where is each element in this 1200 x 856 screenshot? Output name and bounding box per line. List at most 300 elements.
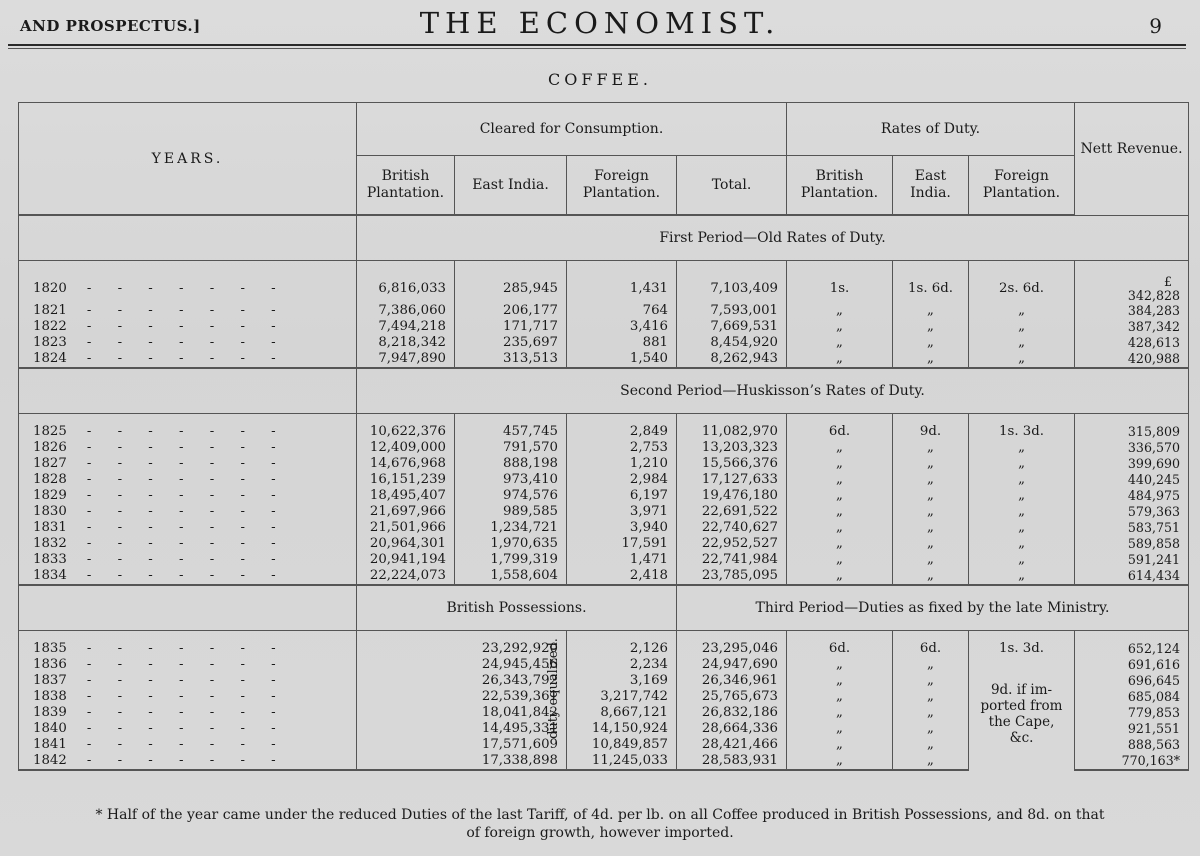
- leader-dashes: - - - - - - -: [86, 351, 287, 366]
- ditto-mark: „: [787, 335, 893, 351]
- table-row: [19, 504, 1189, 520]
- ditto-mark: „: [969, 303, 1075, 319]
- ditto-mark: „: [893, 657, 969, 673]
- total-value: 17,127,633: [677, 472, 787, 488]
- total-value: 8,454,920: [677, 335, 787, 351]
- table-row: [19, 520, 1189, 536]
- leader-dashes: - - - - - - -: [86, 424, 287, 439]
- year-cell: [19, 721, 357, 737]
- total-value: 23,295,046: [677, 631, 787, 658]
- year-label: 1827: [33, 456, 67, 471]
- british-possessions-value: 14,495,331: [357, 721, 567, 737]
- year-cell: [19, 568, 357, 585]
- ditto-mark: „: [893, 552, 969, 568]
- rate-foreign: 2s. 6d.: [969, 261, 1075, 304]
- rate-foreign: 1s. 3d.: [969, 631, 1075, 658]
- cape-import-note: [969, 657, 1075, 770]
- ditto-mark: „: [893, 456, 969, 472]
- east-india-value: 171,717: [455, 319, 567, 335]
- british-plantation-value: 21,697,966: [357, 504, 455, 520]
- british-plantation-value: 6,816,033: [357, 261, 455, 304]
- net-revenue-value: [1075, 335, 1189, 351]
- rate-foreign-header: Foreign Plantation.: [969, 156, 1075, 216]
- year-label: 1821: [33, 303, 67, 318]
- foreign-plantation-header: Foreign Plantation.: [567, 156, 677, 216]
- ditto-mark: „: [969, 319, 1075, 335]
- ditto-mark: „: [893, 351, 969, 368]
- table-row: [19, 414, 1189, 441]
- leader-dashes: - - - - - - -: [86, 520, 287, 535]
- year-cell: [19, 488, 357, 504]
- total-value: 24,947,690: [677, 657, 787, 673]
- footnote-line: * Half of the year came under the reduced Duties of the last Tariff, of 4d. per lb. on all Coffee produced in British Possessions, and 8d. on that: [95, 807, 1105, 823]
- leader-dashes: - - - - - - -: [86, 456, 287, 471]
- period-year-spacer: [19, 585, 357, 631]
- ditto-mark: „: [787, 568, 893, 585]
- foreign-plantation-value: 881: [567, 335, 677, 351]
- british-plantation-value: 10,622,376: [357, 414, 455, 441]
- foreign-plantation-value: 3,416: [567, 319, 677, 335]
- ditto-mark: „: [893, 721, 969, 737]
- year-label: 1839: [33, 705, 67, 720]
- net-revenue-value: [1075, 488, 1189, 504]
- cape-import-note-line: &c.: [1009, 729, 1034, 746]
- year-label: 1826: [33, 440, 67, 455]
- year-cell: [19, 657, 357, 673]
- total-value: 25,765,673: [677, 689, 787, 705]
- year-label: 1825: [33, 424, 67, 439]
- table-row: [19, 552, 1189, 568]
- table-row: [19, 319, 1189, 335]
- year-label: 1833: [33, 552, 67, 567]
- year-label: 1842: [33, 753, 67, 768]
- rate-foreign: 1s. 3d.: [969, 414, 1075, 441]
- net-revenue-value: [1075, 673, 1189, 689]
- rate-british: 6d.: [787, 414, 893, 441]
- british-plantation-value: 12,409,000: [357, 440, 455, 456]
- ditto-mark: „: [787, 303, 893, 319]
- east-india-value: 1,970,635: [455, 536, 567, 552]
- net-revenue-value: [1075, 705, 1189, 721]
- rate-east-india-header: East India.: [893, 156, 969, 216]
- year-label: 1837: [33, 673, 67, 688]
- net-revenue-value: [1075, 504, 1189, 520]
- period-year-spacer: [19, 215, 357, 261]
- year-cell: [19, 705, 357, 721]
- leader-dashes: - - - - - - -: [86, 705, 287, 720]
- ditto-mark: „: [893, 504, 969, 520]
- foreign-plantation-value: 8,667,121: [567, 705, 677, 721]
- table-row: [19, 303, 1189, 319]
- year-label: 1822: [33, 319, 67, 334]
- year-label: 1830: [33, 504, 67, 519]
- leader-dashes: - - - - - - -: [86, 319, 287, 334]
- british-plantation-header: British Plantation.: [357, 156, 455, 216]
- leader-dashes: - - - - - - -: [86, 303, 287, 318]
- total-value: 15,566,376: [677, 456, 787, 472]
- foreign-plantation-value: 1,540: [567, 351, 677, 368]
- foreign-plantation-value: 10,849,857: [567, 737, 677, 753]
- year-cell: [19, 261, 357, 304]
- year-cell: [19, 414, 357, 441]
- ditto-mark: „: [893, 689, 969, 705]
- net-revenue-value: [1075, 414, 1189, 441]
- year-cell: [19, 631, 357, 658]
- table-row: [19, 456, 1189, 472]
- ditto-mark: „: [787, 673, 893, 689]
- foreign-plantation-value: 2,126: [567, 631, 677, 658]
- leader-dashes: - - - - - - -: [86, 281, 287, 296]
- foreign-plantation-value: 3,169: [567, 673, 677, 689]
- table-row: [19, 472, 1189, 488]
- year-label: 1823: [33, 335, 67, 350]
- ditto-mark: „: [787, 456, 893, 472]
- leader-dashes: - - - - - - -: [86, 335, 287, 350]
- total-value: 23,785,095: [677, 568, 787, 585]
- period-banner-row: [19, 368, 1189, 414]
- ditto-mark: „: [893, 536, 969, 552]
- leader-dashes: - - - - - - -: [86, 472, 287, 487]
- east-india-value: 235,697: [455, 335, 567, 351]
- ditto-mark: „: [787, 504, 893, 520]
- british-possessions-value: 22,539,361: [357, 689, 567, 705]
- ditto-mark: „: [787, 753, 893, 770]
- east-india-value: 974,576: [455, 488, 567, 504]
- total-value: 22,741,984: [677, 552, 787, 568]
- foreign-plantation-value: 17,591: [567, 536, 677, 552]
- period-banner-row: [19, 215, 1189, 261]
- table-row: [19, 440, 1189, 456]
- total-value: 19,476,180: [677, 488, 787, 504]
- net-revenue-value: [1075, 753, 1189, 770]
- net-revenue-text: 770,163*: [1121, 753, 1181, 768]
- ditto-mark: „: [787, 440, 893, 456]
- net-revenue-value: [1075, 261, 1189, 304]
- british-possessions-value: 24,945,456: [357, 657, 567, 673]
- net-revenue-text: 614,434: [1127, 568, 1181, 583]
- year-cell: [19, 504, 357, 520]
- total-value: 8,262,943: [677, 351, 787, 368]
- east-india-value: 888,198: [455, 456, 567, 472]
- ditto-mark: „: [893, 440, 969, 456]
- ditto-mark: „: [787, 721, 893, 737]
- ditto-mark: „: [893, 303, 969, 319]
- total-value: 22,691,522: [677, 504, 787, 520]
- net-revenue-text: 691,616: [1127, 657, 1181, 672]
- british-possessions-value: 17,571,609: [357, 737, 567, 753]
- table-row: [19, 631, 1189, 658]
- ditto-mark: „: [969, 351, 1075, 368]
- rates-of-duty-header: Rates of Duty.: [787, 103, 1075, 156]
- east-india-value: 1,799,319: [455, 552, 567, 568]
- british-plantation-value: 18,495,407: [357, 488, 455, 504]
- year-cell: [19, 335, 357, 351]
- ditto-mark: „: [787, 657, 893, 673]
- east-india-value: 457,745: [455, 414, 567, 441]
- net-revenue-text: 921,551: [1127, 721, 1181, 736]
- net-revenue-value: [1075, 440, 1189, 456]
- year-label: 1824: [33, 351, 67, 366]
- net-revenue-text: 583,751: [1127, 520, 1181, 535]
- ditto-mark: „: [969, 472, 1075, 488]
- year-label: 1820: [33, 281, 67, 296]
- net-revenue-text: 779,853: [1127, 705, 1181, 720]
- cleared-for-consumption-header: Cleared for Consumption.: [357, 103, 787, 156]
- year-cell: [19, 319, 357, 335]
- total-value: 28,421,466: [677, 737, 787, 753]
- net-revenue-text: 652,124: [1127, 641, 1181, 656]
- net-revenue-text: 428,613: [1127, 335, 1181, 350]
- foreign-plantation-value: 14,150,924: [567, 721, 677, 737]
- leader-dashes: - - - - - - -: [86, 552, 287, 567]
- east-india-value: 285,945: [455, 261, 567, 304]
- ditto-mark: „: [969, 440, 1075, 456]
- net-revenue-text: 384,283: [1127, 303, 1181, 318]
- net-revenue-text: 591,241: [1127, 552, 1181, 567]
- foreign-plantation-value: 764: [567, 303, 677, 319]
- net-revenue-text: 336,570: [1127, 440, 1181, 455]
- ditto-mark: „: [787, 351, 893, 368]
- net-revenue-value: [1075, 737, 1189, 753]
- ditto-mark: „: [787, 488, 893, 504]
- total-value: 26,832,186: [677, 705, 787, 721]
- net-revenue-value: [1075, 520, 1189, 536]
- table-row: [19, 335, 1189, 351]
- leader-dashes: - - - - - - -: [86, 721, 287, 736]
- british-plantation-value: 7,386,060: [357, 303, 455, 319]
- foreign-plantation-value: 3,217,742: [567, 689, 677, 705]
- table-row: [19, 488, 1189, 504]
- ditto-mark: „: [787, 536, 893, 552]
- year-label: 1840: [33, 721, 67, 736]
- year-label: 1841: [33, 737, 67, 752]
- leader-dashes: - - - - - - -: [86, 568, 287, 583]
- year-label: 1838: [33, 689, 67, 704]
- period-label: First Period—Old Rates of Duty.: [357, 215, 1189, 261]
- net-revenue-value: [1075, 536, 1189, 552]
- year-cell: [19, 552, 357, 568]
- ditto-mark: „: [787, 552, 893, 568]
- rate-british-header: British Plantation.: [787, 156, 893, 216]
- net-revenue-text: 342,828: [1127, 288, 1181, 303]
- leader-dashes: - - - - - - -: [86, 641, 287, 656]
- ditto-mark: „: [893, 568, 969, 585]
- table-row: [19, 351, 1189, 368]
- section-title: COFFEE.: [547, 70, 652, 89]
- net-revenue-value: [1075, 472, 1189, 488]
- foreign-plantation-value: 3,971: [567, 504, 677, 520]
- british-plantation-value: 20,941,194: [357, 552, 455, 568]
- year-cell: [19, 689, 357, 705]
- total-header: Total.: [677, 156, 787, 216]
- net-revenue-header: Nett Revenue.: [1075, 103, 1189, 216]
- leader-dashes: - - - - - - -: [86, 536, 287, 551]
- table-row: [19, 261, 1189, 304]
- total-value: 7,103,409: [677, 261, 787, 304]
- table-row: [19, 536, 1189, 552]
- net-revenue-text: 387,342: [1127, 319, 1181, 334]
- ditto-mark: „: [787, 689, 893, 705]
- ditto-mark: „: [969, 504, 1075, 520]
- east-india-value: 989,585: [455, 504, 567, 520]
- rate-east: 9d.: [893, 414, 969, 441]
- net-revenue-value: [1075, 631, 1189, 658]
- british-plantation-value: 7,494,218: [357, 319, 455, 335]
- years-header: YEARS.: [19, 103, 357, 216]
- net-revenue-text: 420,988: [1127, 351, 1181, 366]
- leader-dashes: - - - - - - -: [86, 488, 287, 503]
- ditto-mark: „: [893, 472, 969, 488]
- net-revenue-value: [1075, 351, 1189, 368]
- foreign-plantation-value: 6,197: [567, 488, 677, 504]
- rate-east: 6d.: [893, 631, 969, 658]
- period-banner-row: [19, 585, 1189, 631]
- ditto-mark: „: [969, 536, 1075, 552]
- leader-dashes: - - - - - - -: [86, 657, 287, 672]
- net-revenue-text: 589,858: [1127, 536, 1181, 551]
- duty-equalized-overlay: [543, 619, 565, 759]
- east-india-value: 1,234,721: [455, 520, 567, 536]
- duty-equalized-label: duty equalized.: [546, 637, 562, 739]
- running-header: [0, 0, 1200, 48]
- running-header-left: AND PROSPECTUS.]: [20, 17, 201, 35]
- year-cell: [19, 472, 357, 488]
- year-cell: [19, 440, 357, 456]
- cape-import-note-line: ported from: [980, 697, 1063, 714]
- east-india-value: 313,513: [455, 351, 567, 368]
- east-india-value: 1,558,604: [455, 568, 567, 585]
- british-possessions-value: 17,338,898: [357, 753, 567, 770]
- net-revenue-value: [1075, 721, 1189, 737]
- total-value: 22,952,527: [677, 536, 787, 552]
- year-cell: [19, 673, 357, 689]
- net-revenue-text: 696,645: [1127, 673, 1181, 688]
- foreign-plantation-value: 2,753: [567, 440, 677, 456]
- net-revenue-text: 685,084: [1127, 689, 1181, 704]
- header-rule: [8, 44, 1186, 46]
- footnote-line: of foreign growth, however imported.: [466, 825, 734, 841]
- total-value: 28,583,931: [677, 753, 787, 770]
- ditto-mark: „: [893, 673, 969, 689]
- british-plantation-value: 16,151,239: [357, 472, 455, 488]
- page-number: 9: [1149, 14, 1162, 38]
- foreign-plantation-value: 1,210: [567, 456, 677, 472]
- british-possessions-header: British Possessions.: [357, 585, 677, 631]
- net-revenue-value: [1075, 552, 1189, 568]
- period-label: Third Period—Duties as fixed by the late Ministry.: [677, 585, 1189, 631]
- ditto-mark: „: [893, 335, 969, 351]
- cape-import-note-line: 9d. if im-: [990, 681, 1053, 698]
- ditto-mark: „: [787, 472, 893, 488]
- total-value: 26,346,961: [677, 673, 787, 689]
- british-possessions-value: 23,292,920: [357, 631, 567, 658]
- leader-dashes: - - - - - - -: [86, 753, 287, 768]
- masthead-title: THE ECONOMIST.: [419, 6, 781, 40]
- net-revenue-value: [1075, 657, 1189, 673]
- british-plantation-value: 21,501,966: [357, 520, 455, 536]
- total-value: 7,669,531: [677, 319, 787, 335]
- total-value: 11,082,970: [677, 414, 787, 441]
- leader-dashes: - - - - - - -: [86, 504, 287, 519]
- net-revenue-value: [1075, 319, 1189, 335]
- table-row: [19, 568, 1189, 585]
- ditto-mark: „: [969, 520, 1075, 536]
- net-revenue-text: 440,245: [1127, 472, 1181, 487]
- rate-british: 1s.: [787, 261, 893, 304]
- foreign-plantation-value: 1,471: [567, 552, 677, 568]
- east-india-value: 791,570: [455, 440, 567, 456]
- year-label: 1829: [33, 488, 67, 503]
- year-cell: [19, 753, 357, 770]
- year-label: 1832: [33, 536, 67, 551]
- ditto-mark: „: [787, 737, 893, 753]
- british-plantation-value: 14,676,968: [357, 456, 455, 472]
- year-cell: [19, 536, 357, 552]
- net-revenue-text: 579,363: [1127, 504, 1181, 519]
- year-label: 1828: [33, 472, 67, 487]
- net-revenue-text: 399,690: [1127, 456, 1181, 471]
- leader-dashes: - - - - - - -: [86, 440, 287, 455]
- footnote: [30, 806, 1170, 842]
- period-label: Second Period—Huskisson’s Rates of Duty.: [357, 368, 1189, 414]
- ditto-mark: „: [969, 568, 1075, 585]
- foreign-plantation-value: 2,849: [567, 414, 677, 441]
- ditto-mark: „: [893, 753, 969, 770]
- rate-east: 1s. 6d.: [893, 261, 969, 304]
- foreign-plantation-value: 2,234: [567, 657, 677, 673]
- ditto-mark: „: [893, 737, 969, 753]
- ditto-mark: „: [969, 488, 1075, 504]
- british-possessions-value: 18,041,842: [357, 705, 567, 721]
- table-row: [19, 657, 1189, 673]
- leader-dashes: - - - - - - -: [86, 737, 287, 752]
- ditto-mark: „: [787, 705, 893, 721]
- ditto-mark: „: [969, 456, 1075, 472]
- net-revenue-value: [1075, 568, 1189, 585]
- total-value: 22,740,627: [677, 520, 787, 536]
- total-value: 28,664,336: [677, 721, 787, 737]
- total-value: 13,203,323: [677, 440, 787, 456]
- east-india-value: 206,177: [455, 303, 567, 319]
- ditto-mark: „: [893, 520, 969, 536]
- year-label: 1831: [33, 520, 67, 535]
- pound-sign: £: [1164, 274, 1173, 289]
- ditto-mark: „: [893, 319, 969, 335]
- rate-british: 6d.: [787, 631, 893, 658]
- leader-dashes: - - - - - - -: [86, 673, 287, 688]
- year-label: 1836: [33, 657, 67, 672]
- ditto-mark: „: [969, 552, 1075, 568]
- net-revenue-value: [1075, 303, 1189, 319]
- british-plantation-value: 7,947,890: [357, 351, 455, 368]
- ditto-mark: „: [893, 705, 969, 721]
- net-revenue-text: 315,809: [1127, 424, 1181, 439]
- header-rule-thin: [8, 48, 1186, 49]
- british-plantation-value: 8,218,342: [357, 335, 455, 351]
- foreign-plantation-value: 11,245,033: [567, 753, 677, 770]
- net-revenue-text: 484,975: [1127, 488, 1181, 503]
- year-cell: [19, 303, 357, 319]
- period-year-spacer: [19, 368, 357, 414]
- year-label: 1835: [33, 641, 67, 656]
- net-revenue-text: 888,563: [1127, 737, 1181, 752]
- year-cell: [19, 520, 357, 536]
- ditto-mark: „: [787, 520, 893, 536]
- year-cell: [19, 351, 357, 368]
- year-cell: [19, 456, 357, 472]
- net-revenue-value: [1075, 689, 1189, 705]
- foreign-plantation-value: 3,940: [567, 520, 677, 536]
